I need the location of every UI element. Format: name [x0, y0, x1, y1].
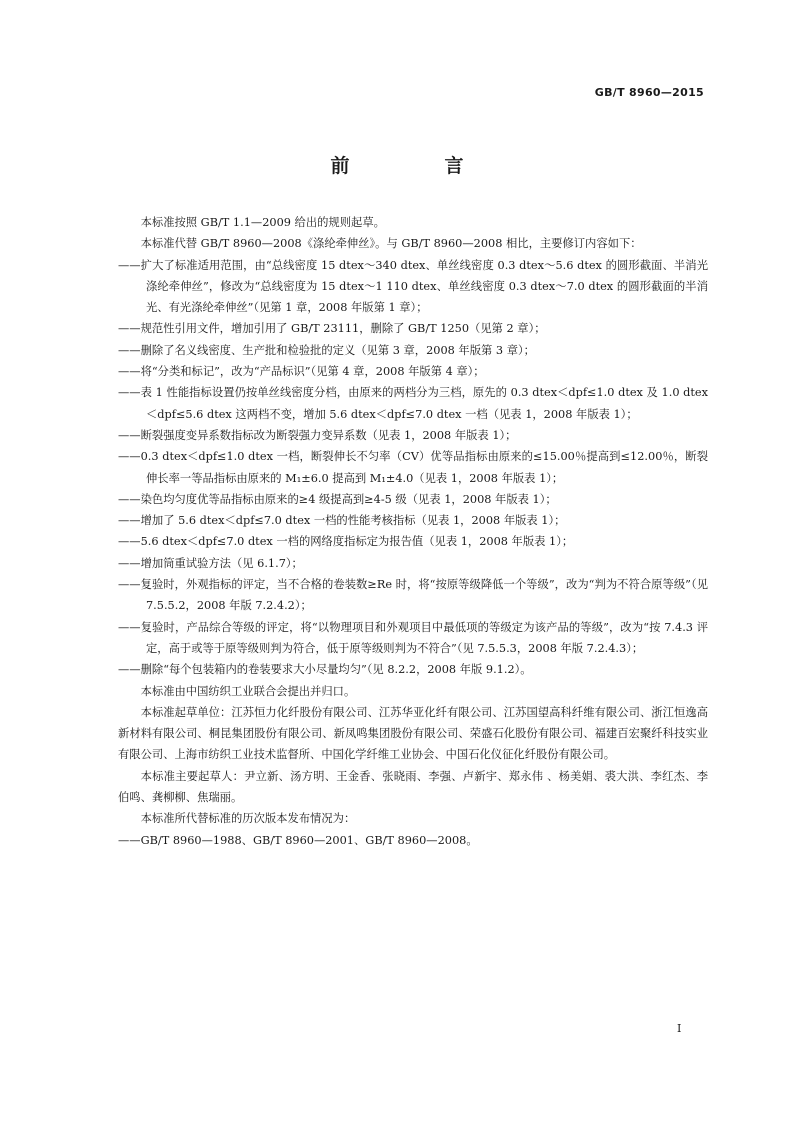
change-item: ——表 1 性能指标设置仍按单丝线密度分档，由原来的两档分为三档，原先的 0.3 dtex＜dpf≤1.0 dtex 及 1.0 dtex＜dpf≤5.6 dtex 这两档不变，增加 5.6 dtex＜dpf≤7.0 dtex 一档（见表 1，2008 年版表 1）；: [118, 386, 708, 421]
change-item: ——5.6 dtex＜dpf≤7.0 dtex 一档的网络度指标定为报告值（见表 1，2008 年版表 1）；: [118, 535, 574, 549]
paragraph: 本标准起草单位：江苏恒力化纤股份有限公司、江苏华亚化纤有限公司、江苏国望高科纤维有限公司、浙江恒逸高新材料有限公司、桐昆集团股份有限公司、新凤鸣集团股份有限公司、荣盛石化股份有限公司、福建百宏聚纤科技实业有限公司、上海市纺织工业技术监督所、中国化学纤维工业协会、中国石化仪征化纤股份有限公司。: [118, 705, 708, 762]
page-number: I: [677, 1022, 682, 1035]
change-item: ——扩大了标准适用范围，由“总线密度 15 dtex～340 dtex、单丝线密度 0.3 dtex～5.6 dtex 的圆形截面、半消光涤纶牵伸丝”，修改为“总线密度为 15 dtex～1 110 dtex、单丝线密度 0.3 dtex～7.0 dtex 的圆形截面的半消光、有光涤纶牵伸丝”（见第 1 章，2008 年版第 1 章）；: [118, 258, 708, 315]
change-item: ——将“分类和标记”，改为“产品标识”（见第 4 章，2008 年版第 4 章）；: [118, 365, 485, 379]
paragraph: 本标准按照 GB/T 1.1—2009 给出的规则起草。: [140, 216, 385, 229]
change-item: ——规范性引用文件，增加引用了 GB/T 23111，删除了 GB/T 1250（见第 2 章）；: [118, 322, 546, 336]
change-item: ——复验时，产品综合等级的评定，将“以物理项目和外观项目中最低项的等级定为该产品的等级”，改为“按 7.4.3 评定，高于或等于原等级则判为符合，低于原等级则判为不符合”（见 7.5.5.3，2008 年版 7.2.4.3）；: [118, 620, 708, 655]
change-item: ——删除了名义线密度、生产批和检验批的定义（见第 3 章，2008 年版第 3 章）；: [118, 343, 535, 357]
change-item: ——删除“每个包装箱内的卷装要求大小尽量均匀”（见 8.2.2，2008 年版 9.1.2）。: [118, 663, 532, 677]
change-item: ——0.3 dtex＜dpf≤1.0 dtex 一档，断裂伸长不匀率（CV）优等品指标由原来的≤15.00％提高到≤12.00％，断裂伸长率一等品指标由原来的 M₁±6.0 提高到 M₁±4.0（见表 1，2008 年版表 1）；: [118, 450, 708, 485]
page-title: 前 言: [330, 155, 502, 177]
paragraph: 本标准由中国纺织工业联合会提出并归口。: [140, 684, 356, 698]
change-item: ——复验时，外观指标的评定，当不合格的卷装数≥Re 时，将“按原等级降低一个等级”，改为“判为不符合原等级”（见 7.5.5.2，2008 年版 7.2.4.2）；: [118, 578, 708, 613]
change-item: ——染色均匀度优等品指标由原来的≥4 级提高到≥4-5 级（见表 1，2008 年版表 1）；: [118, 492, 557, 506]
history-item: ——GB/T 8960—1988、GB/T 8960—2001、GB/T 8960—2008。: [118, 833, 478, 847]
foreword-body: [118, 212, 708, 851]
paragraph: 本标准代替 GB/T 8960—2008《涤纶牵伸丝》。与 GB/T 8960—2008 相比，主要修订内容如下：: [140, 237, 642, 251]
standard-number: GB/T 8960—2015: [594, 86, 704, 99]
paragraph: 本标准主要起草人：尹立新、汤方明、王金香、张晓雨、李强、卢新宇、郑永伟 、杨美娟、裘大洪、李红杰、李伯鸣、龚柳柳、焦瑞丽。: [118, 769, 708, 805]
change-item: ——增加筒重试验方法（见 6.1.7）；: [118, 556, 303, 570]
paragraph: 本标准所代替标准的历次版本发布情况为：: [140, 812, 356, 826]
change-item: ——断裂强度变异系数指标改为断裂强力变异系数（见表 1，2008 年版表 1）；: [118, 428, 517, 442]
change-item: ——增加了 5.6 dtex＜dpf≤7.0 dtex 一档的性能考核指标（见表 1，2008 年版表 1）；: [118, 514, 566, 528]
